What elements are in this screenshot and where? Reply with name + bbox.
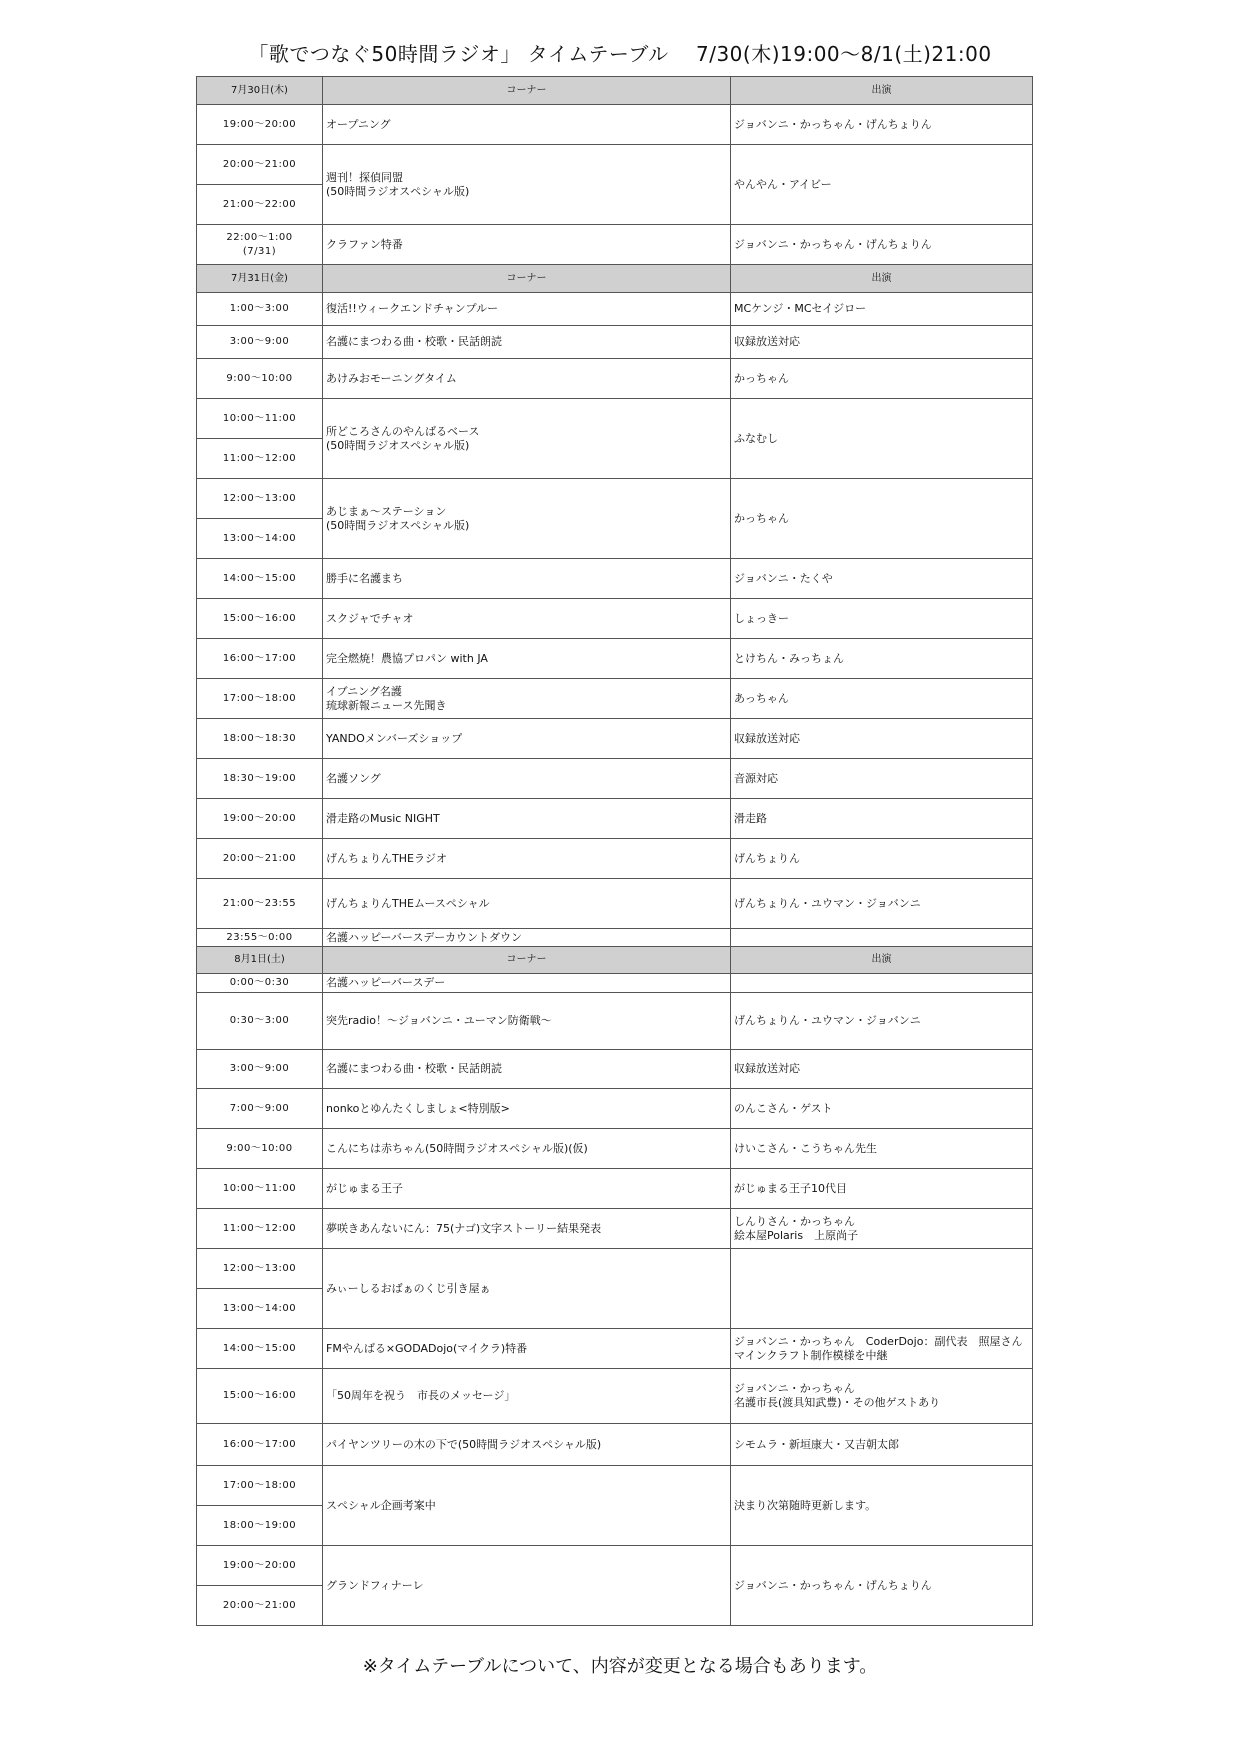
header-corner: コーナー [323,77,731,105]
table-row [197,1209,1033,1249]
table-row [197,399,1033,439]
header-corner: コーナー [323,265,731,293]
corner-cell: パイヤンツリーの木の下で(50時間ラジオスペシャル版) [323,1424,731,1466]
cast-cell: やんやん・アイビー [731,145,1033,225]
time-cell: 15:00～16:00 [197,1369,323,1424]
table-row [197,1329,1033,1369]
corner-cell: 「50周年を祝う 市長のメッセージ」 [323,1369,731,1424]
time-cell: 16:00～17:00 [197,639,323,679]
time-cell: 7:00～9:00 [197,1089,323,1129]
time-cell: 11:00～12:00 [197,439,323,479]
header-date: 8月1日(土) [197,947,323,974]
cast-cell [731,974,1033,993]
table-row [197,799,1033,839]
table-row [197,326,1033,359]
time-cell: 3:00～9:00 [197,326,323,359]
time-cell: 18:00～18:30 [197,719,323,759]
table-row [197,293,1033,326]
table-row [197,1089,1033,1129]
time-cell: 1:00～3:00 [197,293,323,326]
time-cell: 9:00～10:00 [197,359,323,399]
time-cell: 13:00～14:00 [197,519,323,559]
corner-cell: FMやんばる×GODADojo(マイクラ)特番 [323,1329,731,1369]
table-row [197,479,1033,519]
time-cell: 16:00～17:00 [197,1424,323,1466]
table-row [197,1249,1033,1289]
header-cast: 出演 [731,265,1033,293]
time-cell: 20:00～21:00 [197,145,323,185]
cast-cell: ジョバンニ・かっちゃん・げんちょりん [731,225,1033,265]
time-cell: 18:30～19:00 [197,759,323,799]
corner-cell: 完全燃焼！農協プロパン with JA [323,639,731,679]
table-row [197,559,1033,599]
table-row [197,719,1033,759]
time-cell: 10:00～11:00 [197,399,323,439]
table-row [197,759,1033,799]
corner-cell: 夢咲きあんないにん：75(ナゴ)文字ストーリー結果発表 [323,1209,731,1249]
table-row [197,839,1033,879]
corner-cell: 名護ハッピーバースデーカウントダウン [323,929,731,947]
cast-cell: がじゅまる王子10代目 [731,1169,1033,1209]
cast-cell: かっちゃん [731,479,1033,559]
cast-cell: ジョバンニ・かっちゃん・げんちょりん [731,1546,1033,1626]
table-row [197,929,1033,947]
corner-cell: こんにちは赤ちゃん(50時間ラジオスペシャル版)(仮) [323,1129,731,1169]
time-cell: 3:00～9:00 [197,1050,323,1089]
corner-cell: nonkoとゆんたくしましょ<特別版> [323,1089,731,1129]
time-cell: 17:00～18:00 [197,1466,323,1506]
time-cell: 22:00～1:00 (7/31) [197,225,323,265]
table-row [197,359,1033,399]
time-cell: 20:00～21:00 [197,1586,323,1626]
cast-cell: ジョバンニ・かっちゃん 名護市長(渡具知武豊)・その他ゲストあり [731,1369,1033,1424]
header-cast: 出演 [731,77,1033,105]
cast-cell: ジョバンニ・かっちゃん CoderDojo：副代表 照屋さん マインクラフト制作模様を中継 [731,1329,1033,1369]
time-cell: 10:00～11:00 [197,1169,323,1209]
cast-cell: ジョバンニ・かっちゃん・げんちょりん [731,105,1033,145]
header-date: 7月31日(金) [197,265,323,293]
table-row [197,1169,1033,1209]
time-cell: 19:00～20:00 [197,799,323,839]
corner-cell: グランドフィナーレ [323,1546,731,1626]
cast-cell: 収録放送対応 [731,326,1033,359]
header-cast: 出演 [731,947,1033,974]
corner-cell: 名護にまつわる曲・校歌・民話朗読 [323,326,731,359]
corner-cell: スペシャル企画考案中 [323,1466,731,1546]
cast-cell [731,1249,1033,1329]
section-header-day2 [197,265,1033,293]
corner-cell: がじゅまる王子 [323,1169,731,1209]
corner-cell: 復活!!ウィークエンドチャンプルー [323,293,731,326]
corner-cell: スクジャでチャオ [323,599,731,639]
header-corner: コーナー [323,947,731,974]
corner-cell: クラファン特番 [323,225,731,265]
time-cell: 15:00～16:00 [197,599,323,639]
corner-cell: 滑走路のMusic NIGHT [323,799,731,839]
cast-cell: シモムラ・新垣康大・又吉朝太郎 [731,1424,1033,1466]
section-header-day1 [197,77,1033,105]
corner-cell: あけみおモーニングタイム [323,359,731,399]
table-row [197,225,1033,265]
corner-cell: 突先radio！～ジョバンニ・ユーマン防衛戦～ [323,993,731,1050]
section-header-day3 [197,947,1033,974]
corner-cell: みぃーしるおばぁのくじ引き屋ぁ [323,1249,731,1329]
cast-cell: 収録放送対応 [731,719,1033,759]
corner-cell: 名護ソング [323,759,731,799]
corner-cell: 勝手に名護まち [323,559,731,599]
corner-cell: あじまぁ～ステーション (50時間ラジオスペシャル版) [323,479,731,559]
cast-cell: げんちょりん・ユウマン・ジョバンニ [731,879,1033,929]
table-row [197,993,1033,1050]
table-row [197,1424,1033,1466]
cast-cell: のんこさん・ゲスト [731,1089,1033,1129]
time-cell: 17:00～18:00 [197,679,323,719]
cast-cell: けいこさん・こうちゃん先生 [731,1129,1033,1169]
timetable [196,76,1033,1626]
table-row [197,599,1033,639]
corner-cell: 所どころさんのやんばるベース (50時間ラジオスペシャル版) [323,399,731,479]
corner-cell: 週刊！探偵同盟 (50時間ラジオスペシャル版) [323,145,731,225]
cast-cell: げんちょりん [731,839,1033,879]
cast-cell: ふなむし [731,399,1033,479]
cast-cell [731,929,1033,947]
corner-cell: 名護ハッピーバースデー [323,974,731,993]
time-cell: 14:00～15:00 [197,1329,323,1369]
table-row [197,1369,1033,1424]
time-cell: 0:30～3:00 [197,993,323,1050]
cast-cell: 音源対応 [731,759,1033,799]
corner-cell: げんちょりんTHEラジオ [323,839,731,879]
time-cell: 11:00～12:00 [197,1209,323,1249]
footnote: ※タイムテーブルについて、内容が変更となる場合もあります。 [362,1656,878,1677]
cast-cell: 収録放送対応 [731,1050,1033,1089]
table-row [197,974,1033,993]
corner-cell: イブニング名護 琉球新報ニュース先聞き [323,679,731,719]
cast-cell: あっちゃん [731,679,1033,719]
cast-cell: しんりさん・かっちゃん 絵本屋Polaris 上原尚子 [731,1209,1033,1249]
corner-cell: 名護にまつわる曲・校歌・民話朗読 [323,1050,731,1089]
time-cell: 12:00～13:00 [197,1249,323,1289]
document-title: 「歌でつなぐ50時間ラジオ」 タイムテーブル 7/30(木)19:00～8/1(土)21:00 [248,42,992,66]
cast-cell: 滑走路 [731,799,1033,839]
table-row [197,879,1033,929]
time-cell: 21:00～22:00 [197,185,323,225]
table-row [197,1466,1033,1506]
cast-cell: とけちん・みっちょん [731,639,1033,679]
table-row [197,1050,1033,1089]
cast-cell: げんちょりん・ユウマン・ジョバンニ [731,993,1033,1050]
time-cell: 12:00～13:00 [197,479,323,519]
corner-cell: げんちょりんTHEムースペシャル [323,879,731,929]
time-cell: 21:00～23:55 [197,879,323,929]
cast-cell: 決まり次第随時更新します。 [731,1466,1033,1546]
time-cell: 19:00～20:00 [197,105,323,145]
cast-cell: かっちゃん [731,359,1033,399]
table-row [197,145,1033,185]
table-row [197,639,1033,679]
cast-cell: MCケンジ・MCセイジロー [731,293,1033,326]
table-row [197,1129,1033,1169]
time-cell: 18:00～19:00 [197,1506,323,1546]
time-cell: 13:00～14:00 [197,1289,323,1329]
time-cell: 20:00～21:00 [197,839,323,879]
table-row [197,679,1033,719]
corner-cell: オープニング [323,105,731,145]
header-date: 7月30日(木) [197,77,323,105]
time-cell: 14:00～15:00 [197,559,323,599]
cast-cell: しょっきー [731,599,1033,639]
time-cell: 19:00～20:00 [197,1546,323,1586]
table-row [197,1546,1033,1586]
table-row [197,105,1033,145]
corner-cell: YANDOメンバーズショップ [323,719,731,759]
time-cell: 0:00～0:30 [197,974,323,993]
cast-cell: ジョバンニ・たくや [731,559,1033,599]
time-cell: 9:00～10:00 [197,1129,323,1169]
time-cell: 23:55～0:00 [197,929,323,947]
